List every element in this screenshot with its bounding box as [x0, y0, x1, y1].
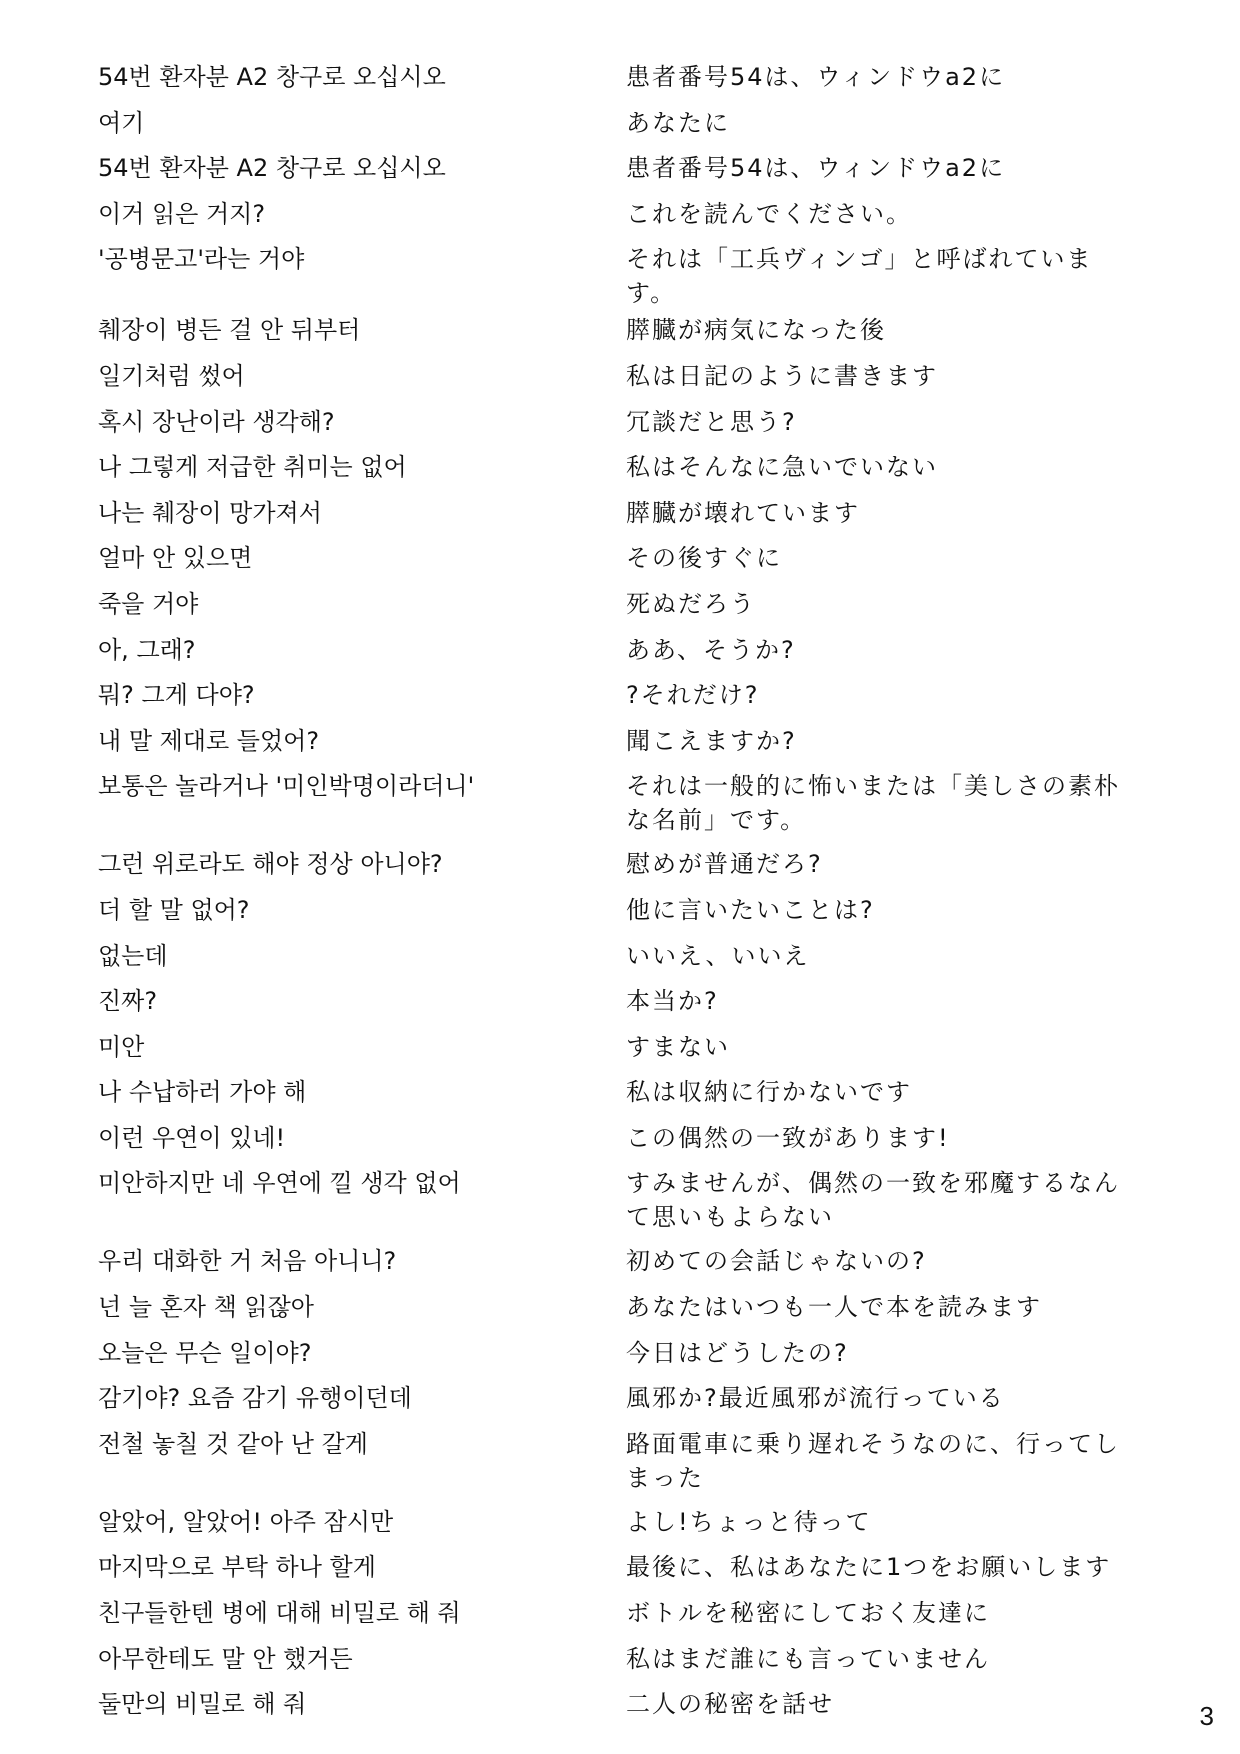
japanese-line: 膵臓が病気になった後: [626, 316, 886, 345]
table-row: [98, 675, 1140, 721]
korean-line: 둘만의 비밀로 해 줘: [98, 1690, 307, 1719]
japanese-line: 私は収納に行かないです: [626, 1078, 912, 1107]
korean-line: 얼마 안 있으면: [98, 544, 253, 573]
korean-line: 미안: [98, 1032, 145, 1061]
korean-line: 54번 환자분 A2 창구로 오십시오: [98, 63, 446, 91]
table-row: [98, 103, 1140, 149]
japanese-line: 初めての会話じゃないの?: [626, 1247, 927, 1276]
japanese-line: その後すぐに: [626, 544, 782, 573]
korean-line: 그런 위로라도 해야 정상 아니야?: [98, 850, 443, 879]
korean-line: 췌장이 병든 걸 안 뒤부터: [98, 316, 361, 345]
japanese-line: 二人の秘密を話せ: [626, 1690, 834, 1719]
japanese-line: これを読んでください。: [626, 199, 912, 228]
japanese-line: いいえ、いいえ: [626, 941, 810, 970]
table-row: [98, 1163, 1140, 1241]
korean-line: 보통은 놀라거나 '미인박명이라더니': [98, 772, 475, 801]
table-row: [98, 1547, 1140, 1593]
table-row: [98, 1639, 1140, 1685]
korean-line: 나는 췌장이 망가져서: [98, 498, 322, 527]
table-row: [98, 57, 1140, 103]
japanese-line: 患者番号54は、ウィンドウa2に: [626, 154, 1006, 183]
table-row: [98, 1333, 1140, 1379]
korean-line: 우리 대화한 거 처음 아니니?: [98, 1247, 397, 1276]
table-row: [98, 1287, 1140, 1333]
table-row: [98, 1593, 1140, 1639]
korean-line: 나 수납하러 가야 해: [98, 1078, 307, 1107]
table-row: [98, 1424, 1140, 1502]
korean-line: 오늘은 무슨 일이야?: [98, 1338, 312, 1367]
page-number: 3: [1199, 1701, 1214, 1731]
japanese-line: 私は日記のように書きます: [626, 361, 938, 390]
table-row: [98, 1378, 1140, 1424]
japanese-line: 最後に、私はあなたに1つをお願いします: [626, 1553, 1112, 1582]
table-row: [98, 981, 1140, 1027]
japanese-line: 慰めが普通だろ?: [626, 850, 823, 879]
japanese-line: ?それだけ?: [626, 681, 760, 710]
japanese-line: 死ぬだろう: [626, 589, 756, 618]
japanese-line: すみませんが、偶然の一致を邪魔するなんて思いもよらない: [626, 1169, 1120, 1232]
table-row: [98, 1684, 1140, 1730]
japanese-line: 今日はどうしたの?: [626, 1338, 849, 1367]
table-row: [98, 890, 1140, 936]
japanese-line: それは一般的に怖いまたは「美しさの素朴な名前」です。: [626, 772, 1120, 835]
table-row: [98, 721, 1140, 767]
table-row: [98, 148, 1140, 194]
japanese-line: 私はそんなに急いでいない: [626, 453, 938, 482]
korean-line: 이거 읽은 거지?: [98, 199, 266, 228]
korean-line: 뭐? 그게 다야?: [98, 681, 255, 710]
japanese-line: 本当か?: [626, 987, 719, 1016]
japanese-line: ボトルを秘密にしておく友達に: [626, 1599, 990, 1628]
korean-line: 친구들한텐 병에 대해 비밀로 해 줘: [98, 1599, 461, 1628]
korean-line: 내 말 제대로 들었어?: [98, 726, 320, 755]
korean-line: 여기: [98, 108, 145, 137]
japanese-line: よし!ちょっと待って: [626, 1507, 872, 1536]
translation-table: [98, 57, 1140, 1730]
japanese-line: すまない: [626, 1032, 730, 1061]
korean-line: 마지막으로 부탁 하나 할게: [98, 1553, 376, 1582]
korean-line: 알았어, 알았어! 아주 잠시만: [98, 1507, 394, 1536]
japanese-line: 風邪か?最近風邪が流行っている: [626, 1384, 1005, 1413]
korean-line: 나 그렇게 저급한 취미는 없어: [98, 453, 407, 482]
korean-line: 54번 환자분 A2 창구로 오십시오: [98, 154, 446, 183]
table-row: [98, 538, 1140, 584]
korean-line: 아무한테도 말 안 했거든: [98, 1644, 353, 1673]
japanese-line: 路面電車に乗り遅れそうなのに、行ってしまった: [626, 1429, 1120, 1492]
japanese-line: ああ、そうか?: [626, 635, 796, 664]
table-row: [98, 493, 1140, 539]
japanese-line: 聞こえますか?: [626, 726, 797, 755]
japanese-line: それは「工兵ヴィンゴ」と呼ばれています。: [626, 245, 1093, 308]
japanese-line: あなたはいつも一人で本を読みます: [626, 1293, 1042, 1322]
table-row: [98, 936, 1140, 982]
japanese-line: 私はまだ誰にも言っていません: [626, 1644, 990, 1673]
table-row: [98, 356, 1140, 402]
table-row: [98, 1502, 1140, 1548]
korean-line: 더 할 말 없어?: [98, 895, 250, 924]
japanese-line: 膵臓が壊れています: [626, 498, 860, 527]
table-row: [98, 1118, 1140, 1164]
korean-line: 죽을 거야: [98, 589, 199, 618]
table-row: [98, 844, 1140, 890]
korean-line: 감기야? 요즘 감기 유행이던데: [98, 1384, 412, 1413]
japanese-line: 冗談だと思う?: [626, 407, 797, 436]
table-row: [98, 447, 1140, 493]
korean-line: 없는데: [98, 941, 168, 970]
table-row: [98, 194, 1140, 240]
korean-line: 넌 늘 혼자 책 읽잖아: [98, 1293, 314, 1322]
japanese-line: 他に言いたいことは?: [626, 895, 875, 924]
korean-line: 일기처럼 썼어: [98, 361, 245, 390]
korean-line: 아, 그래?: [98, 635, 196, 664]
japanese-line: 患者番号54は、ウィンドウa2に: [626, 63, 1006, 91]
table-row: [98, 1027, 1140, 1073]
korean-line: 전철 놓칠 것 같아 난 갈게: [98, 1429, 368, 1458]
korean-line: '공병문고'라는 거야: [98, 245, 305, 274]
table-row: [98, 1072, 1140, 1118]
korean-line: 진짜?: [98, 987, 158, 1016]
table-row: [98, 766, 1140, 844]
japanese-line: この偶然の一致があります!: [626, 1123, 950, 1152]
table-row: [98, 630, 1140, 676]
japanese-line: あなたに: [626, 108, 730, 137]
table-row: [98, 239, 1140, 310]
table-row: [98, 1241, 1140, 1287]
table-row: [98, 310, 1140, 356]
korean-line: 이런 우연이 있네!: [98, 1123, 286, 1152]
korean-line: 미안하지만 네 우연에 낄 생각 없어: [98, 1169, 461, 1198]
table-row: [98, 584, 1140, 630]
table-row: [98, 402, 1140, 448]
korean-line: 혹시 장난이라 생각해?: [98, 407, 335, 436]
